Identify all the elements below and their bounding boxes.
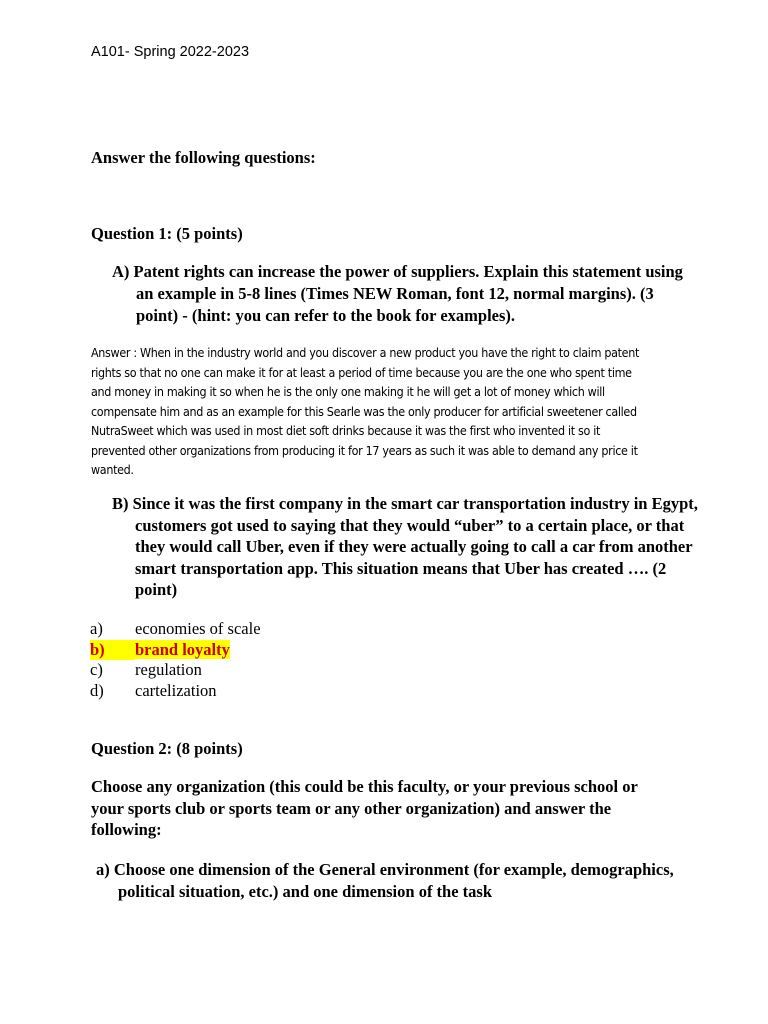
course-header: A101- Spring 2022-2023	[91, 44, 250, 60]
option-letter: c)	[90, 660, 103, 679]
option-text: regulation	[135, 660, 202, 679]
options-list	[90, 619, 261, 701]
question2-intro: Choose any organization (this could be this faculty, or your previous school or your sports club or sports team or any other organization) and answer the following:	[91, 777, 638, 839]
question2-title: Question 2: (8 points)	[91, 739, 243, 758]
option-text: cartelization	[135, 680, 217, 700]
question1-title: Question 1: (5 points)	[91, 224, 243, 243]
question2-part-a: a) Choose one dimension of the General environment (for example, demographics, political situation, etc.) and one dimension of the task	[96, 860, 674, 901]
option-c	[90, 660, 261, 681]
question1-part-a: A) Patent rights can increase the power of suppliers. Explain this statement using an example in 5-8 lines (Times NEW Roman, font 12, normal margins). (3 point) - (hint: you can refer to the book for examples).	[112, 262, 683, 325]
option-b-selected	[90, 640, 261, 661]
option-letter: a)	[90, 619, 103, 638]
option-text: brand loyalty	[135, 639, 230, 659]
option-d	[90, 681, 261, 702]
instructions-heading: Answer the following questions:	[91, 148, 316, 167]
option-text: economies of scale	[135, 619, 261, 638]
option-letter: b)	[90, 640, 135, 661]
question1-part-b: B) Since it was the first company in the smart car transportation industry in Egypt, customers got used to saying that they would “uber” to a certain place, or that they would call Uber, even if they were actually going to call a car from another smart transportation app. This situation means that Uber has created …. (2 point)	[112, 494, 698, 599]
option-a	[90, 619, 261, 640]
option-letter: d)	[90, 680, 104, 700]
question1-answer: Answer : When in the industry world and you discover a new product you have the right to claim patent rights so that no one can make it for at least a period of time because you are the one who spent time and money in making it so when he is the only one making it he will get a lot of money which will compensate him and as an example for this Searle was the only producer for artificial sweetener called NutraSweet which was used in most diet soft drinks because it was the first who invented it so it prevented other organizations from producing it for 17 years as such it was able to demand any price it wanted.	[91, 346, 640, 477]
